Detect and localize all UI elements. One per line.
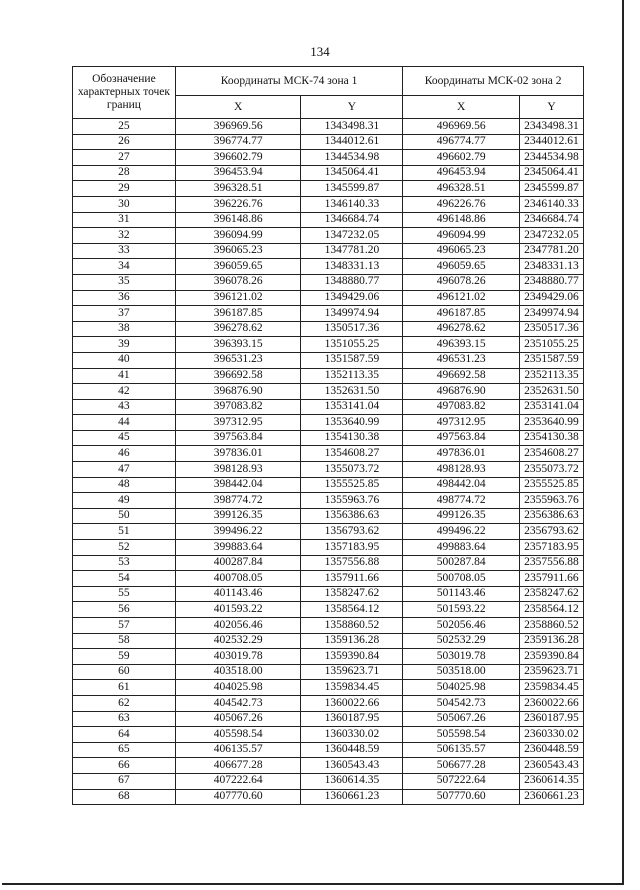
msk74-y-cell: 1356386.63 xyxy=(301,508,403,524)
msk02-y-cell: 2347781.20 xyxy=(519,243,583,259)
table-row xyxy=(73,462,584,478)
msk02-y-cell: 2353640.99 xyxy=(519,415,583,431)
msk02-y-cell: 2351055.25 xyxy=(519,337,583,353)
msk02-x-cell: 496148.86 xyxy=(403,212,520,228)
msk02-x-cell: 507770.60 xyxy=(403,789,520,805)
msk74-y-cell: 1344012.61 xyxy=(301,134,403,150)
msk02-x-cell: 496531.23 xyxy=(403,352,520,368)
msk74-x-cell: 404025.98 xyxy=(175,680,301,696)
msk74-x-cell: 401143.46 xyxy=(175,586,301,602)
msk02-x-cell: 503019.78 xyxy=(403,649,520,665)
point-id-cell: 39 xyxy=(73,337,176,353)
msk74-y-cell: 1360187.95 xyxy=(301,711,403,727)
msk74-y-cell: 1359390.84 xyxy=(301,649,403,665)
msk02-y-cell: 2358247.62 xyxy=(519,586,583,602)
msk02-x-cell: 496065.23 xyxy=(403,243,520,259)
msk02-x-cell: 502532.29 xyxy=(403,633,520,649)
point-id-cell: 65 xyxy=(73,742,176,758)
point-id-cell: 61 xyxy=(73,680,176,696)
point-id-cell: 38 xyxy=(73,321,176,337)
msk02-x-cell: 504025.98 xyxy=(403,680,520,696)
msk02-x-cell: 503518.00 xyxy=(403,664,520,680)
msk02-x-cell: 496453.94 xyxy=(403,165,520,181)
msk74-y-cell: 1346140.33 xyxy=(301,196,403,212)
msk74-y-cell: 1345064.41 xyxy=(301,165,403,181)
point-id-cell: 66 xyxy=(73,758,176,774)
table-row xyxy=(73,212,584,228)
table-row xyxy=(73,508,584,524)
point-id-cell: 52 xyxy=(73,540,176,556)
point-id-cell: 35 xyxy=(73,274,176,290)
msk74-y-cell: 1356793.62 xyxy=(301,524,403,540)
msk02-x-cell: 500708.05 xyxy=(403,571,520,587)
table-row xyxy=(73,119,584,135)
point-id-cell: 54 xyxy=(73,571,176,587)
table-row xyxy=(73,586,584,602)
msk02-y-cell: 2359390.84 xyxy=(519,649,583,665)
point-id-cell: 48 xyxy=(73,477,176,493)
msk02-x-cell: 497312.95 xyxy=(403,415,520,431)
table-row xyxy=(73,493,584,509)
table-row xyxy=(73,618,584,634)
msk02-y-cell: 2349974.94 xyxy=(519,306,583,322)
point-id-cell: 28 xyxy=(73,165,176,181)
msk02-x-cell: 507222.64 xyxy=(403,773,520,789)
msk02-y-cell: 2343498.31 xyxy=(519,119,583,135)
point-id-cell: 67 xyxy=(73,773,176,789)
point-id-cell: 68 xyxy=(73,789,176,805)
msk02-y-cell: 2344534.98 xyxy=(519,150,583,166)
msk74-x-cell: 400708.05 xyxy=(175,571,301,587)
msk74-x-cell: 396187.85 xyxy=(175,306,301,322)
table-row xyxy=(73,540,584,556)
msk74-x-cell: 402532.29 xyxy=(175,633,301,649)
table-row xyxy=(73,368,584,384)
msk02-x-cell: 499496.22 xyxy=(403,524,520,540)
table-row xyxy=(73,352,584,368)
msk02-y-cell: 2353141.04 xyxy=(519,399,583,415)
msk74-y-cell: 1349429.06 xyxy=(301,290,403,306)
msk02-x-cell: 498774.72 xyxy=(403,493,520,509)
msk74-x-cell: 396531.23 xyxy=(175,352,301,368)
point-id-cell: 47 xyxy=(73,462,176,478)
msk02-y-cell: 2356386.63 xyxy=(519,508,583,524)
point-id-cell: 58 xyxy=(73,633,176,649)
msk74-x-cell: 396602.79 xyxy=(175,150,301,166)
msk74-x-cell: 398442.04 xyxy=(175,477,301,493)
msk02-y-cell: 2360448.59 xyxy=(519,742,583,758)
point-id-cell: 41 xyxy=(73,368,176,384)
msk74-x-cell: 396876.90 xyxy=(175,384,301,400)
point-id-cell: 56 xyxy=(73,602,176,618)
msk74-y-cell: 1358860.52 xyxy=(301,618,403,634)
point-id-cell: 32 xyxy=(73,228,176,244)
msk74-x-cell: 396065.23 xyxy=(175,243,301,259)
msk74-y-cell: 1343498.31 xyxy=(301,119,403,135)
table-row xyxy=(73,649,584,665)
msk02-y-cell: 2352113.35 xyxy=(519,368,583,384)
msk02-x-cell: 496602.79 xyxy=(403,150,520,166)
table-header xyxy=(73,67,584,119)
msk74-x-cell: 398128.93 xyxy=(175,462,301,478)
msk74-x-cell: 399496.22 xyxy=(175,524,301,540)
msk02-y-cell: 2360614.35 xyxy=(519,773,583,789)
msk74-y-cell: 1355963.76 xyxy=(301,493,403,509)
table-row xyxy=(73,415,584,431)
point-id-cell: 53 xyxy=(73,555,176,571)
msk74-y-cell: 1359136.28 xyxy=(301,633,403,649)
msk74-y-cell: 1351587.59 xyxy=(301,352,403,368)
msk02-x-cell: 497083.82 xyxy=(403,399,520,415)
msk74-x-cell: 396328.51 xyxy=(175,181,301,197)
msk74-y-cell: 1360614.35 xyxy=(301,773,403,789)
point-id-cell: 31 xyxy=(73,212,176,228)
msk02-x-cell: 504542.73 xyxy=(403,695,520,711)
table-row xyxy=(73,524,584,540)
msk02-x-cell: 497836.01 xyxy=(403,446,520,462)
point-id-cell: 46 xyxy=(73,446,176,462)
msk74-x-cell: 396453.94 xyxy=(175,165,301,181)
table-row xyxy=(73,758,584,774)
msk74-y-cell: 1357183.95 xyxy=(301,540,403,556)
msk74-y-cell: 1359623.71 xyxy=(301,664,403,680)
msk74-y-cell: 1359834.45 xyxy=(301,680,403,696)
point-id-cell: 59 xyxy=(73,649,176,665)
msk74-y-cell: 1344534.98 xyxy=(301,150,403,166)
msk02-y-cell: 2352631.50 xyxy=(519,384,583,400)
point-id-cell: 49 xyxy=(73,493,176,509)
table-row xyxy=(73,290,584,306)
msk02-y-cell: 2345064.41 xyxy=(519,165,583,181)
msk74-x-cell: 396969.56 xyxy=(175,119,301,135)
msk02-y-cell: 2357183.95 xyxy=(519,540,583,556)
table-row xyxy=(73,742,584,758)
point-id-cell: 64 xyxy=(73,727,176,743)
point-id-cell: 36 xyxy=(73,290,176,306)
table-row xyxy=(73,196,584,212)
header-msk74-y: Y xyxy=(301,96,403,119)
msk74-x-cell: 397083.82 xyxy=(175,399,301,415)
table-row xyxy=(73,680,584,696)
msk74-x-cell: 399126.35 xyxy=(175,508,301,524)
table-row xyxy=(73,602,584,618)
page-number: 134 xyxy=(310,44,330,59)
msk74-y-cell: 1352631.50 xyxy=(301,384,403,400)
msk02-x-cell: 506677.28 xyxy=(403,758,520,774)
header-msk02-x: X xyxy=(403,96,520,119)
msk74-x-cell: 396059.65 xyxy=(175,259,301,275)
msk74-x-cell: 396148.86 xyxy=(175,212,301,228)
msk02-x-cell: 496059.65 xyxy=(403,259,520,275)
point-id-cell: 43 xyxy=(73,399,176,415)
point-id-cell: 29 xyxy=(73,181,176,197)
table-row xyxy=(73,165,584,181)
table-row xyxy=(73,181,584,197)
msk02-x-cell: 506135.57 xyxy=(403,742,520,758)
msk02-x-cell: 497563.84 xyxy=(403,430,520,446)
msk74-x-cell: 397563.84 xyxy=(175,430,301,446)
msk02-x-cell: 496774.77 xyxy=(403,134,520,150)
msk02-y-cell: 2356793.62 xyxy=(519,524,583,540)
msk02-x-cell: 501593.22 xyxy=(403,602,520,618)
table-row xyxy=(73,711,584,727)
table-body xyxy=(73,119,584,805)
msk02-y-cell: 2359834.45 xyxy=(519,680,583,696)
table-row xyxy=(73,337,584,353)
msk74-y-cell: 1347781.20 xyxy=(301,243,403,259)
msk74-x-cell: 396226.76 xyxy=(175,196,301,212)
msk74-y-cell: 1358247.62 xyxy=(301,586,403,602)
msk74-y-cell: 1350517.36 xyxy=(301,321,403,337)
msk02-x-cell: 496876.90 xyxy=(403,384,520,400)
msk02-x-cell: 496094.99 xyxy=(403,228,520,244)
msk74-y-cell: 1357911.66 xyxy=(301,571,403,587)
point-id-cell: 33 xyxy=(73,243,176,259)
msk02-x-cell: 496226.76 xyxy=(403,196,520,212)
msk74-y-cell: 1348331.13 xyxy=(301,259,403,275)
point-id-cell: 50 xyxy=(73,508,176,524)
msk02-y-cell: 2348880.77 xyxy=(519,274,583,290)
msk74-y-cell: 1360022.66 xyxy=(301,695,403,711)
msk02-y-cell: 2360543.43 xyxy=(519,758,583,774)
msk02-y-cell: 2355963.76 xyxy=(519,493,583,509)
msk74-x-cell: 403019.78 xyxy=(175,649,301,665)
msk74-y-cell: 1349974.94 xyxy=(301,306,403,322)
table-row xyxy=(73,274,584,290)
msk74-y-cell: 1348880.77 xyxy=(301,274,403,290)
msk02-x-cell: 501143.46 xyxy=(403,586,520,602)
header-msk02-zone2: Координаты МСК-02 зона 2 xyxy=(403,67,584,96)
point-id-cell: 57 xyxy=(73,618,176,634)
msk02-y-cell: 2360022.66 xyxy=(519,695,583,711)
point-id-cell: 27 xyxy=(73,150,176,166)
msk74-x-cell: 405067.26 xyxy=(175,711,301,727)
msk74-x-cell: 404542.73 xyxy=(175,695,301,711)
msk02-y-cell: 2354130.38 xyxy=(519,430,583,446)
msk74-x-cell: 396078.26 xyxy=(175,274,301,290)
header-msk74-zone1: Координаты МСК-74 зона 1 xyxy=(175,67,402,96)
msk74-x-cell: 403518.00 xyxy=(175,664,301,680)
msk02-y-cell: 2346140.33 xyxy=(519,196,583,212)
table-row xyxy=(73,633,584,649)
table-row xyxy=(73,695,584,711)
msk02-y-cell: 2348331.13 xyxy=(519,259,583,275)
msk74-y-cell: 1360661.23 xyxy=(301,789,403,805)
msk02-y-cell: 2358860.52 xyxy=(519,618,583,634)
msk74-x-cell: 407770.60 xyxy=(175,789,301,805)
coordinates-table xyxy=(72,66,584,805)
msk02-x-cell: 499883.64 xyxy=(403,540,520,556)
msk74-x-cell: 399883.64 xyxy=(175,540,301,556)
table-row xyxy=(73,384,584,400)
msk74-x-cell: 398774.72 xyxy=(175,493,301,509)
msk74-x-cell: 405598.54 xyxy=(175,727,301,743)
msk02-y-cell: 2347232.05 xyxy=(519,228,583,244)
msk02-x-cell: 496393.15 xyxy=(403,337,520,353)
msk74-y-cell: 1353640.99 xyxy=(301,415,403,431)
point-id-cell: 63 xyxy=(73,711,176,727)
table-row xyxy=(73,321,584,337)
point-id-cell: 51 xyxy=(73,524,176,540)
msk74-x-cell: 396774.77 xyxy=(175,134,301,150)
msk02-y-cell: 2358564.12 xyxy=(519,602,583,618)
table-row xyxy=(73,243,584,259)
msk02-x-cell: 499126.35 xyxy=(403,508,520,524)
msk74-x-cell: 406135.57 xyxy=(175,742,301,758)
msk02-y-cell: 2351587.59 xyxy=(519,352,583,368)
point-id-cell: 37 xyxy=(73,306,176,322)
table-row xyxy=(73,773,584,789)
table-row xyxy=(73,571,584,587)
msk02-y-cell: 2345599.87 xyxy=(519,181,583,197)
msk02-y-cell: 2354608.27 xyxy=(519,446,583,462)
msk74-x-cell: 400287.84 xyxy=(175,555,301,571)
table-row xyxy=(73,477,584,493)
point-id-cell: 62 xyxy=(73,695,176,711)
msk02-x-cell: 496692.58 xyxy=(403,368,520,384)
msk02-x-cell: 498128.93 xyxy=(403,462,520,478)
msk02-x-cell: 498442.04 xyxy=(403,477,520,493)
msk74-y-cell: 1352113.35 xyxy=(301,368,403,384)
msk74-x-cell: 402056.46 xyxy=(175,618,301,634)
msk74-x-cell: 397836.01 xyxy=(175,446,301,462)
point-id-cell: 44 xyxy=(73,415,176,431)
msk74-x-cell: 397312.95 xyxy=(175,415,301,431)
msk74-y-cell: 1355525.85 xyxy=(301,477,403,493)
msk74-y-cell: 1351055.25 xyxy=(301,337,403,353)
point-id-cell: 34 xyxy=(73,259,176,275)
table-row xyxy=(73,727,584,743)
msk02-y-cell: 2344012.61 xyxy=(519,134,583,150)
msk74-y-cell: 1357556.88 xyxy=(301,555,403,571)
msk02-x-cell: 496121.02 xyxy=(403,290,520,306)
msk74-y-cell: 1360448.59 xyxy=(301,742,403,758)
msk02-x-cell: 496969.56 xyxy=(403,119,520,135)
msk74-y-cell: 1360543.43 xyxy=(301,758,403,774)
msk74-x-cell: 406677.28 xyxy=(175,758,301,774)
msk02-x-cell: 496278.62 xyxy=(403,321,520,337)
msk74-x-cell: 396121.02 xyxy=(175,290,301,306)
msk02-y-cell: 2346684.74 xyxy=(519,212,583,228)
msk02-y-cell: 2357911.66 xyxy=(519,571,583,587)
msk02-y-cell: 2350517.36 xyxy=(519,321,583,337)
msk74-y-cell: 1347232.05 xyxy=(301,228,403,244)
msk02-x-cell: 496187.85 xyxy=(403,306,520,322)
point-id-cell: 30 xyxy=(73,196,176,212)
msk74-x-cell: 396094.99 xyxy=(175,228,301,244)
table-row xyxy=(73,399,584,415)
header-msk02-y: Y xyxy=(519,96,583,119)
msk74-y-cell: 1354130.38 xyxy=(301,430,403,446)
msk74-y-cell: 1345599.87 xyxy=(301,181,403,197)
point-id-cell: 25 xyxy=(73,119,176,135)
msk74-x-cell: 396692.58 xyxy=(175,368,301,384)
table-row xyxy=(73,555,584,571)
msk74-y-cell: 1355073.72 xyxy=(301,462,403,478)
point-id-cell: 60 xyxy=(73,664,176,680)
msk02-x-cell: 496328.51 xyxy=(403,181,520,197)
msk02-y-cell: 2355073.72 xyxy=(519,462,583,478)
msk74-x-cell: 407222.64 xyxy=(175,773,301,789)
msk02-y-cell: 2359623.71 xyxy=(519,664,583,680)
header-msk74-x: X xyxy=(175,96,301,119)
msk02-y-cell: 2360187.95 xyxy=(519,711,583,727)
msk02-x-cell: 505067.26 xyxy=(403,711,520,727)
msk74-x-cell: 396278.62 xyxy=(175,321,301,337)
table-row xyxy=(73,306,584,322)
msk02-y-cell: 2359136.28 xyxy=(519,633,583,649)
msk74-y-cell: 1346684.74 xyxy=(301,212,403,228)
table-row xyxy=(73,664,584,680)
header-point-designation: Обозначение характерных точек границ xyxy=(73,67,176,119)
msk02-y-cell: 2349429.06 xyxy=(519,290,583,306)
table-row xyxy=(73,430,584,446)
table-row xyxy=(73,789,584,805)
point-id-cell: 40 xyxy=(73,352,176,368)
point-id-cell: 45 xyxy=(73,430,176,446)
msk02-y-cell: 2360330.02 xyxy=(519,727,583,743)
table-row xyxy=(73,150,584,166)
msk74-y-cell: 1358564.12 xyxy=(301,602,403,618)
msk74-x-cell: 396393.15 xyxy=(175,337,301,353)
msk02-x-cell: 500287.84 xyxy=(403,555,520,571)
msk02-x-cell: 505598.54 xyxy=(403,727,520,743)
msk74-y-cell: 1360330.02 xyxy=(301,727,403,743)
msk74-x-cell: 401593.22 xyxy=(175,602,301,618)
msk02-y-cell: 2355525.85 xyxy=(519,477,583,493)
msk02-y-cell: 2360661.23 xyxy=(519,789,583,805)
msk02-x-cell: 502056.46 xyxy=(403,618,520,634)
table-row xyxy=(73,134,584,150)
point-id-cell: 26 xyxy=(73,134,176,150)
msk74-y-cell: 1353141.04 xyxy=(301,399,403,415)
table-row xyxy=(73,259,584,275)
table-row xyxy=(73,228,584,244)
point-id-cell: 55 xyxy=(73,586,176,602)
point-id-cell: 42 xyxy=(73,384,176,400)
msk02-y-cell: 2357556.88 xyxy=(519,555,583,571)
msk74-y-cell: 1354608.27 xyxy=(301,446,403,462)
msk02-x-cell: 496078.26 xyxy=(403,274,520,290)
table-row xyxy=(73,446,584,462)
